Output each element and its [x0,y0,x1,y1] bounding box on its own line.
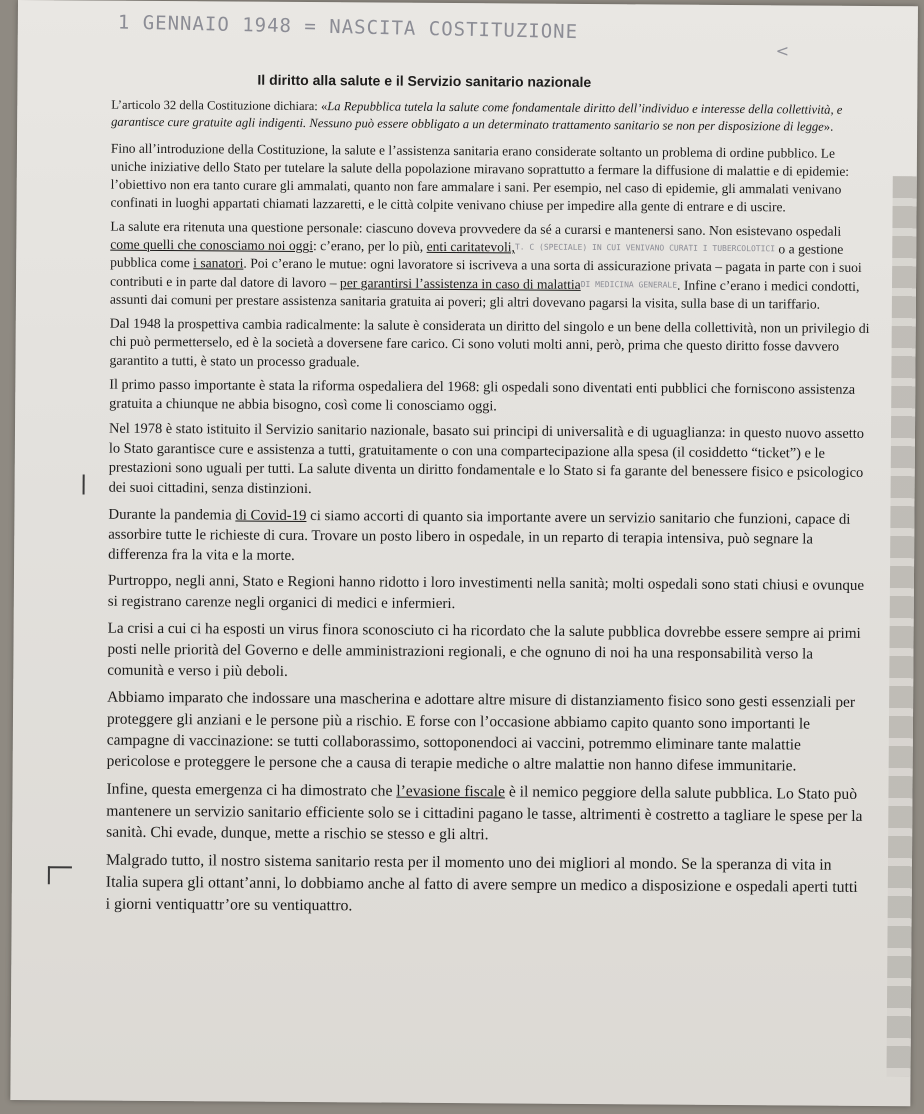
paragraph-text: L’articolo 32 della Costituzione dichiara: « [111,97,328,114]
document-title: Il diritto alla salute e il Servizio sanitario nazionale [257,71,592,91]
paragraph-1948: Dal 1948 la prospettiva cambia radicalmente: la salute è considerata un diritto del singolo e un bene della collettività, non un privilegio di chi può permetterselo, ed è la società a doversene fare carico. Ci sono voluti molti anni, però, prima che questo diritto fosse davvero garantito a tutti, è stato un processo graduale. [109,315,870,370]
paragraph-text: . Poi c’erano le mutue: ogni lavoratore si iscriveva a una sorta di assicurazione privata – pagata in parte con i suoi contributi e in parte dal datore di lavoro – [109,255,862,290]
paragraph-crisis: La crisi a cui ci ha esposti un virus finora sconosciuto ci ha ricordato che la salute pubblica dovrebbe essere sempre ai primi posti nelle priorità del Governo e delle amministrazioni regionali, e che ognuno di noi ha una responsabilità verso la comunità e verso i più deboli. [107,619,861,681]
underlined-text: i sanatori [193,255,244,271]
underlined-text: come quelli che conosciamo noi oggi [110,236,314,254]
paragraph-masks-vaccines: Abbiamo imparato che indossare una mascherina e adottare altre misure di distanziamento fisico sono gesti essenziali per proteggere gli anziani e le persone più a rischio. E forse con l’occasione abbiamo capito quanto sono importanti le campagne di vaccinazione: se tutti collaborassimo, sottoponendoci ai vaccini, potremmo eliminare tante malattie pericolose e proteggere le persone che a causa di terapie mediche o altre malattie non hanno difese immunitarie. [106,688,856,775]
paragraph-text: Durante la pandemia [108,506,236,524]
paragraph-text: è il nemico peggiore della salute pubblica. Lo Stato può mantenere un servizio sanitario efficiente solo se i cittadini pagano le tasse, altrimenti è costretto a tagliare le spese per la sanità. Chi evade, dunque, mette a rischio se stesso e gli altri. [106,783,863,844]
constitution-quote: La Repubblica tutela la salute come fondamentale diritto dell’individuo e interesse della collettività, e garantisce cure gratuite agli indigenti. Nessuno può essere obbligato a un determinato trattamento sanitario se non per disposizione di legge [111,99,843,134]
handwritten-annotation: DI MEDICINA GENERALE [580,279,678,290]
handwritten-header-note: 1 GENNAIO 1948 = NASCITA COSTITUZIONE [117,11,579,44]
document-sheet [10,0,918,1106]
paragraph-tax-evasion [106,778,866,849]
spiral-binding-edge [887,176,917,1076]
paragraph-text: La salute era ritenuta una questione personale: ciascuno doveva provvedere da sé a curarsi e mantenersi sano. Non esistevano ospedali [110,218,842,239]
paragraph-text: o a gestione pubblica come [110,241,844,271]
paragraph-cuts: Purtroppo, negli anni, Stato e Regioni hanno ridotto i loro investimenti nella sanità; molti ospedali sono stati chiusi e ovunque si registrano carenze negli organici di medici e infermieri. [107,572,865,612]
underlined-text: l’evasione fiscale [396,782,506,801]
paragraph-1968-reform: Il primo passo importante è stata la riforma ospedaliera del 1968: gli ospedali sono diventati enti pubblici che forniscono assistenza gratuita a chiunque ne abbia bisogno, così come li conosciamo oggi. [109,376,856,415]
paragraph-text: . Infine c’erano i medici condotti, assunti dai comuni per prestare assistenza sanitaria gratuita ai poveri; gli altri dovevano pagarsi la visita, sulla base di un tariffario. [109,277,860,312]
underlined-text: per garantirsi l’assistenza in caso di malattia [339,274,581,292]
paragraph-conclusion: Malgrado tutto, il nostro sistema sanitario resta per il momento uno dei migliori al mondo. Se la speranza di vita in Italia supera gli ottant’anni, lo dobbiamo anche al fatto di avere sempre un medico a disposizione e ospedali aperti tutti i giorni ventiquattr’ore su ventiquattro. [105,851,858,915]
paragraph-text: ». [823,119,834,134]
paragraph-1978-ssn: Nel 1978 è stato istituito il Servizio sanitario nazionale, basato sui principi di universalità e di uguaglianza: in questo nuovo assetto lo Stato garantisce cure e assistenza a tutti, gratuitamente o con una compartecipazione alla spesa (il cosiddetto “ticket”) e le prestazioni sono uguali per tutti. La salute diventa un diritto fondamentale e lo Stato si fa garante del benessere fisico e psicologico dei suoi cittadini, senza distinzioni. [108,420,864,498]
paragraph-text: Infine, questa emergenza ci ha dimostrato che [106,780,397,800]
underlined-text: enti caritatevoli, [426,239,516,255]
paragraph-article-32 [111,97,871,135]
margin-bracket-mark [48,866,72,884]
paragraph-text: ci siamo accorti di quanto sia importante avere un servizio sanitario che funzioni, capace di assorbire tutte le richieste di cura. Trovare un posto libero in ospedale, in un reparto di terapia intensiva, può segnare la differenza fra la vita e la morte. [108,507,851,564]
handwritten-arrow-mark: < [775,41,790,61]
document-body [106,97,872,928]
paragraph-before-constitution: Fino all’introduzione della Costituzione, la salute e l’assistenza sanitaria erano considerate soltanto un problema di ordine pubblico. Le uniche iniziative dello Stato per tutelare la salute della popolazione miravano soprattutto a fermare la diffusione di malattie e di epidemie: l’obiettivo non era tanto curare gli ammalati, quanto non fare ammalare i sani. Per esempio, nel caso di epidemie, gli ammalati venivano confinati in luoghi appartati chiamati lazzaretti, e le città colpite venivano chiuse per impedire alla gente di entrare e di uscire. [110,140,850,215]
underlined-text: di Covid-19 [235,507,307,524]
handwritten-annotation: T. C (SPECIALE) IN CUI VENIVANO CURATI I TUBERCOLOTICI [514,242,776,254]
paragraph-covid [108,504,868,570]
paragraph-personal-health [110,218,871,314]
margin-bracket-mark [83,474,85,494]
paragraph-text: : c’erano, per lo più, [312,238,427,255]
